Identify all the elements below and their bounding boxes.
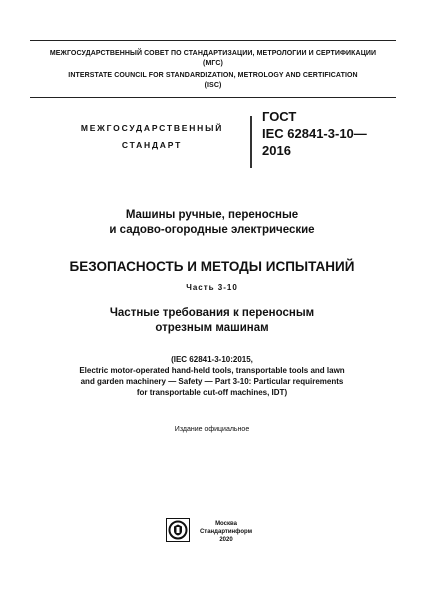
council-en-name: INTERSTATE COUNCIL FOR STANDARDIZATION, METROLOGY AND CERTIFICATION <box>68 72 358 79</box>
main-title <box>0 208 424 238</box>
iec-line2: Electric motor-operated hand-held tools, transportable tools and lawn <box>79 366 345 375</box>
publisher-name: Стандартинформ <box>199 529 253 535</box>
standartinform-logo-icon <box>166 518 190 542</box>
standard-type-line1: МЕЖГОСУДАРСТВЕННЫЙ <box>80 123 224 133</box>
standard-designation <box>262 108 367 159</box>
iec-reference <box>0 354 424 398</box>
edition-note: Издание официальное <box>174 426 250 433</box>
vertical-divider <box>250 116 252 168</box>
council-en-abbr: (ISC) <box>204 81 222 89</box>
main-title-line2: и садово-огородные электрические <box>109 224 315 236</box>
council-ru-abbr: (МГС) <box>203 59 223 67</box>
designation-line2: IEC 62841-3-10— <box>262 126 367 141</box>
iec-line4: for transportable cut-off machines, IDT) <box>136 388 288 397</box>
section-heading: БЕЗОПАСНОСТЬ И МЕТОДЫ ИСПЫТАНИЙ <box>69 259 355 274</box>
subtitle-line2: отрезным машинам <box>155 322 269 334</box>
part-number: Часть 3-10 <box>186 283 238 292</box>
council-ru-name: МЕЖГОСУДАРСТВЕННЫЙ СОВЕТ ПО СТАНДАРТИЗАЦИИ, МЕТРОЛОГИИ И СЕРТИФИКАЦИИ <box>49 50 377 57</box>
subtitle-line1: Частные требования к переносным <box>109 307 315 319</box>
publisher-city: Москва <box>215 521 237 527</box>
subtitle <box>0 306 424 336</box>
main-title-line1: Машины ручные, переносные <box>125 209 299 221</box>
publisher-year: 2020 <box>219 537 233 543</box>
council-header <box>30 40 396 98</box>
publisher-block <box>196 520 256 544</box>
iec-line3: and garden machinery — Safety — Part 3-10: Particular requirements <box>80 377 344 386</box>
standard-type-label <box>62 120 242 154</box>
iec-line1: (IEC 62841-3-10:2015, <box>171 355 253 364</box>
standard-type-line2: СТАНДАРТ <box>121 140 183 150</box>
designation-line1: ГОСТ <box>262 109 297 124</box>
designation-line3: 2016 <box>262 143 291 158</box>
